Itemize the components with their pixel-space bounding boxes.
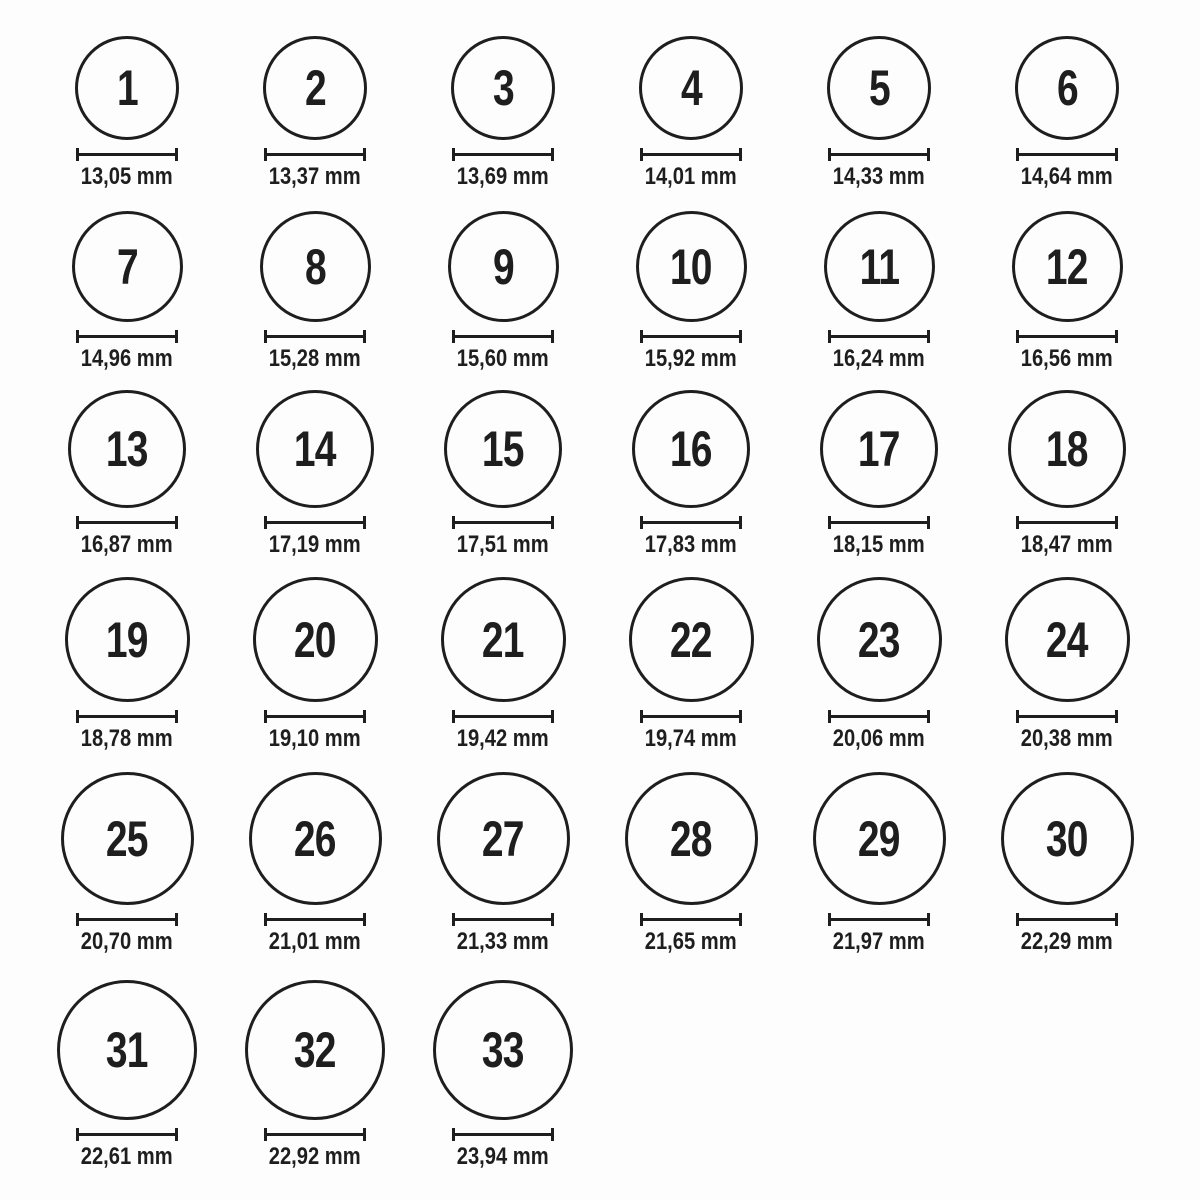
ring-size-item [597, 0, 785, 190]
ring-size-item [597, 752, 785, 955]
diameter-label: 15,60 mm [457, 345, 549, 372]
diameter-label: 20,38 mm [1021, 725, 1113, 752]
diameter-measure-line [828, 913, 930, 926]
ring-circle [249, 772, 382, 905]
diameter-measure-line [640, 913, 742, 926]
ring-size-number: 31 [106, 1022, 148, 1078]
diameter-label: 16,87 mm [81, 531, 173, 558]
ring-size-number: 20 [294, 611, 336, 668]
ring-size-item [597, 372, 785, 558]
diameter-label: 20,06 mm [833, 725, 925, 752]
ring-size-number: 4 [680, 60, 702, 116]
diameter-measure-line [640, 148, 742, 161]
ring-circle [441, 577, 566, 702]
ring-circle [75, 36, 179, 140]
ring-circle [245, 980, 385, 1120]
ring-size-item [597, 190, 785, 372]
ring-size-number: 15 [482, 421, 524, 477]
ring-size-item [33, 0, 221, 190]
diameter-label: 17,19 mm [269, 531, 361, 558]
diameter-label: 16,56 mm [1021, 345, 1113, 372]
ring-size-item [33, 190, 221, 372]
ring-circle [256, 390, 374, 508]
diameter-label: 22,61 mm [81, 1143, 173, 1170]
ring-circle [68, 390, 186, 508]
ring-circle [57, 980, 197, 1120]
diameter-measure-line [264, 913, 366, 926]
diameter-label: 22,29 mm [1021, 928, 1113, 955]
diameter-measure-line [452, 710, 554, 723]
ring-size-item [409, 372, 597, 558]
ring-circle [433, 980, 573, 1120]
ring-size-number: 6 [1056, 60, 1078, 116]
diameter-label: 17,83 mm [645, 531, 737, 558]
ring-circle [1015, 36, 1119, 140]
ring-size-number: 32 [294, 1022, 336, 1078]
ring-size-item [221, 372, 409, 558]
ring-circle [1012, 211, 1123, 322]
ring-size-item [221, 190, 409, 372]
ring-size-number: 19 [106, 611, 148, 668]
ring-size-item [597, 558, 785, 752]
diameter-label: 14,01 mm [645, 163, 737, 190]
ring-size-item [33, 955, 221, 1170]
ring-circle [1008, 390, 1126, 508]
diameter-label: 14,96 mm [81, 345, 173, 372]
diameter-measure-line [1016, 516, 1118, 529]
diameter-label: 16,24 mm [833, 345, 925, 372]
diameter-measure-line [76, 913, 178, 926]
ring-size-item [785, 752, 973, 955]
ring-size-number: 22 [670, 611, 712, 668]
diameter-measure-line [828, 330, 930, 343]
diameter-measure-line [452, 913, 554, 926]
diameter-measure-line [640, 330, 742, 343]
ring-size-item [409, 0, 597, 190]
ring-circle [260, 211, 371, 322]
diameter-measure-line [1016, 710, 1118, 723]
diameter-label: 14,33 mm [833, 163, 925, 190]
ring-circle [253, 577, 378, 702]
diameter-measure-line [452, 330, 554, 343]
ring-size-number: 3 [492, 60, 514, 116]
ring-size-item [785, 190, 973, 372]
ring-size-item [973, 558, 1161, 752]
ring-circle [629, 577, 754, 702]
ring-circle [820, 390, 938, 508]
diameter-label: 17,51 mm [457, 531, 549, 558]
ring-circle [72, 211, 183, 322]
ring-size-item [33, 752, 221, 955]
diameter-label: 19,10 mm [269, 725, 361, 752]
diameter-label: 20,70 mm [81, 928, 173, 955]
ring-size-item [785, 372, 973, 558]
ring-circle [625, 772, 758, 905]
diameter-label: 14,64 mm [1021, 163, 1113, 190]
diameter-measure-line [828, 516, 930, 529]
ring-size-item [785, 558, 973, 752]
ring-size-item [409, 955, 597, 1170]
ring-circle [444, 390, 562, 508]
ring-size-item [33, 558, 221, 752]
diameter-measure-line [76, 516, 178, 529]
diameter-measure-line [452, 516, 554, 529]
diameter-label: 21,33 mm [457, 928, 549, 955]
ring-circle [437, 772, 570, 905]
ring-size-number: 27 [482, 810, 524, 867]
diameter-label: 21,01 mm [269, 928, 361, 955]
ring-circle [639, 36, 743, 140]
diameter-label: 19,74 mm [645, 725, 737, 752]
ring-size-item [33, 372, 221, 558]
diameter-label: 15,92 mm [645, 345, 737, 372]
ring-size-item [973, 190, 1161, 372]
ring-size-item [221, 955, 409, 1170]
ring-size-item [409, 190, 597, 372]
ring-size-item [785, 0, 973, 190]
diameter-measure-line [76, 148, 178, 161]
diameter-label: 13,05 mm [81, 163, 173, 190]
ring-circle [1001, 772, 1134, 905]
ring-circle [632, 390, 750, 508]
diameter-label: 18,15 mm [833, 531, 925, 558]
ring-size-item [221, 0, 409, 190]
ring-size-number: 5 [868, 60, 890, 116]
ring-size-number: 17 [858, 421, 900, 477]
ring-size-number: 23 [858, 611, 900, 668]
ring-size-number: 28 [670, 810, 712, 867]
ring-size-number: 30 [1046, 810, 1088, 867]
ring-size-chart [33, 0, 1200, 1170]
ring-size-number: 18 [1046, 421, 1088, 477]
diameter-measure-line [1016, 913, 1118, 926]
ring-size-number: 25 [106, 810, 148, 867]
ring-size-number: 12 [1046, 238, 1088, 295]
ring-size-number: 2 [304, 60, 326, 116]
ring-size-number: 14 [294, 421, 336, 477]
ring-size-number: 10 [670, 238, 712, 295]
ring-size-number: 21 [482, 611, 524, 668]
diameter-label: 18,78 mm [81, 725, 173, 752]
ring-size-number: 16 [670, 421, 712, 477]
ring-circle [827, 36, 931, 140]
ring-circle [65, 577, 190, 702]
diameter-measure-line [76, 330, 178, 343]
ring-size-item [409, 558, 597, 752]
ring-size-number: 33 [482, 1022, 524, 1078]
ring-size-number: 9 [492, 238, 514, 295]
diameter-measure-line [264, 1128, 366, 1141]
ring-circle [817, 577, 942, 702]
ring-size-number: 8 [304, 238, 326, 295]
diameter-measure-line [264, 710, 366, 723]
ring-size-number: 13 [106, 421, 148, 477]
ring-circle [448, 211, 559, 322]
diameter-measure-line [76, 710, 178, 723]
diameter-label: 21,97 mm [833, 928, 925, 955]
diameter-label: 15,28 mm [269, 345, 361, 372]
ring-circle [61, 772, 194, 905]
diameter-measure-line [640, 710, 742, 723]
ring-size-item [973, 752, 1161, 955]
diameter-measure-line [452, 1128, 554, 1141]
ring-size-item [221, 558, 409, 752]
ring-circle [451, 36, 555, 140]
diameter-label: 21,65 mm [645, 928, 737, 955]
ring-size-item [973, 372, 1161, 558]
ring-size-item [409, 752, 597, 955]
ring-size-item [221, 752, 409, 955]
diameter-measure-line [452, 148, 554, 161]
ring-size-item [973, 0, 1161, 190]
diameter-measure-line [828, 710, 930, 723]
ring-circle [813, 772, 946, 905]
diameter-measure-line [264, 148, 366, 161]
ring-size-number: 29 [858, 810, 900, 867]
diameter-label: 18,47 mm [1021, 531, 1113, 558]
diameter-label: 19,42 mm [457, 725, 549, 752]
ring-size-number: 7 [116, 238, 138, 295]
ring-size-number: 24 [1046, 611, 1088, 668]
ring-circle [636, 211, 747, 322]
diameter-measure-line [264, 516, 366, 529]
diameter-measure-line [76, 1128, 178, 1141]
diameter-label: 22,92 mm [269, 1143, 361, 1170]
ring-size-number: 26 [294, 810, 336, 867]
ring-size-number: 11 [859, 238, 899, 295]
diameter-label: 23,94 mm [457, 1143, 549, 1170]
diameter-measure-line [1016, 148, 1118, 161]
diameter-measure-line [640, 516, 742, 529]
diameter-measure-line [828, 148, 930, 161]
diameter-label: 13,69 mm [457, 163, 549, 190]
ring-circle [263, 36, 367, 140]
diameter-label: 13,37 mm [269, 163, 361, 190]
diameter-measure-line [264, 330, 366, 343]
diameter-measure-line [1016, 330, 1118, 343]
ring-circle [824, 211, 935, 322]
ring-circle [1005, 577, 1130, 702]
ring-size-number: 1 [116, 60, 138, 116]
